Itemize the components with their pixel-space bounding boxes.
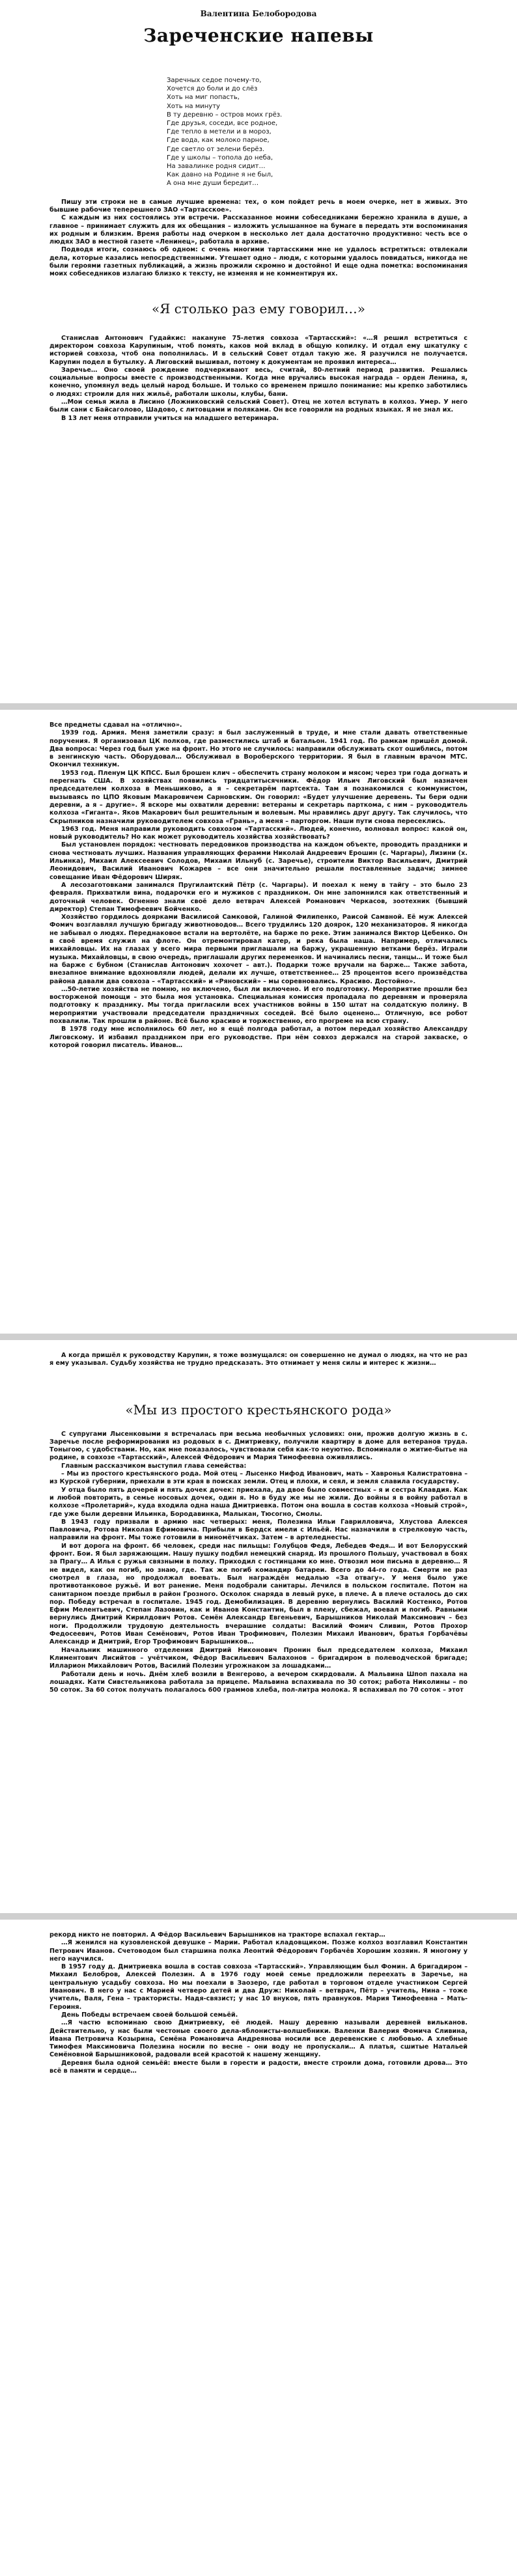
paragraph: Заречье… Оно своей рождение подчеркивают весь, считай, 80-летний период развития. Решались социальные вопросы вместе с производственными. Когда мне вручались высокая награда – орден Ленина, я, конечно, упомянул ведь целый народ больше. И только со временем пришло понимание: мы крепко заботились о людях: строили для них жильё, работали школы, клубы, бани. [49,366,468,398]
paragraph: Станислав Антонович Гудайкис: накануне 75-летия совхоза «Тартасский»: «…Я решил встретиться с директором совхоза Карупиным, чтоб помять, каков мой вклад в общую копилку. И отдал ему шкатулку с историей совхоза, чтоб она пополнилась. И в сельский Совет отдал такую же. Я разучился не получается. Карупин подел в бутылку. А Лиговский вышивал, потому к документам не проявил интереса… [49,334,468,366]
paragraph: 1939 год. Армия. Меня заметили сразу: я был заслуженный в труде, и мне стали давать ответственные поручения. Я организовал ЦК полков, где разместились штаб и батальон. 1941 год. По рамкам пришёл домой. Два вопроса: Через год был уже на фронт. Но этого не случилось: направили обслуживать скот ошиблись, потом в зенгинскую часть. Оборудовал… Обслуживал в Вороберского территории. Я был в главным врачом МТС. Окончил техникум. [49,729,468,769]
document-title: Зареченские напевы [143,25,374,46]
poem-line: Как давно на Родине я не был, [167,171,273,179]
paragraph: Работали день и ночь. Днём хлеб возили в Венгерово, а вечером скирдовали. А Мальвина Шпоп пахала на лошадях. Кати Сивстельникова работала за прицепе. Мальвина вспахивала по 30 соток; работа Николины – по 50 соток. За 60 соток получать полагалось 600 граммов хлеба, пол-литра молока. Я вспахивал по 70 соток – этот [49,1670,468,1694]
poem-line: В ту деревню – остров моих грёз. [167,111,283,119]
poem-line: Где друзья, соседи, все родное, [167,120,278,128]
paragraph: …Я женился на кузовленской девушке – Марии. Работал кладовщиком. Позже колхоз возглавил Константин Петрович Иванов. Счетоводом был старшина полка Леонтий Фёдорович Горбачёв Хорошим хозяин. Я многому у него научился. [49,1939,468,1963]
paragraph: В 13 лет меня отправили учиться на младшего ветеринара. [61,414,279,422]
poem-line: Где у школы – топола до неба, [167,154,273,161]
poem-line: Хоть на миг попасть, [167,94,240,102]
paragraph: Подводя итоги, сознаюсь об одном: с очень многими тартасскими мне не удалось встретиться: отвлекали дела, которые казались непосредственными. Утешает одно – люди, с которыми удалось повидаться, никогда не были героями газетных публикаций, а жизнь прожили скромно и достойно! И еще одна пометка: воспоминания моих собеседников излагаю близко к тексту, не изменяя и не комментируя их. [49,246,468,278]
section-1-closing-text [49,1352,468,1368]
paragraph: Все предметы сдавал на «отлично». [49,721,182,729]
paragraph: 1953 год. Пленум ЦК КПСС. Был брошен клич – обеспечить страну молоком и мясом; через три года догнать и перегнать США. В хозяйствах появились тридцатитысячники. Фёдор Ильич Лиговский был назначен председателем колхоза в Меньшиково, а я – секретарём партсекта. Там я познакомился с коммунистом, вызываясь по ЦПО Яковым Макаровичем Сарновским. Он говорил: «Будет улучшение деревень. Ты бери одни деревни, а я – другие». Я вскоре мы охватили деревни: ветераны и секретарь парткома, с ним – руководитель колхоза «Гиганта». Яков Макарович был решительным и волевым. Мы нравились друг другу. Так случилось, что Скрыпников назначили руководителем совхоза «Грань», а меня – парторгом. Наши пути снова пересеклись. [49,769,468,825]
paragraph: – Мы из простого крестьянского рода. Мой отец – Лысенко Нифод Иванович, мать – Хавронья Калистратовна – из Курской губернии, приехали в эти края в поисках земли. Отец и плохи, и сеял, и земля славила государству. [49,1470,468,1486]
section-1-continued-text [49,721,468,1050]
paragraph: В 1978 году мне исполнилось 60 лет, но я ещё полгода работал, а потом передал хозяйство Александру Лиговскому. И избавил праздником при его руководстве. При нём совхоз держался на старой закваске, о которой говорил писатель. Иванов… [49,1026,468,1049]
paragraph: День Победы встречаем своей большой семьёй. [61,2011,238,2019]
section-1-text [49,335,468,423]
document-page-1 [0,0,517,703]
poem-line: Где тепло в метели и в мороз, [167,128,272,136]
paragraph: С каждым из них состоялись эти встречи. Рассказанное моими собеседниками бережно хранила в душе, а главное – принимает служить для их обещания – изложить услышанное на бумаге в передать эти воспоминания их родным и близким. Время работы над очерком в несколько лет дала достаточно продуктивно: честь все о людях ЗАО в местной газете «Ленинец», работала в архиве. [49,214,468,246]
document-page-2 [0,710,517,1334]
poem-line: Где вода, как молоко парное, [167,137,270,145]
section-2-text [49,1431,468,1695]
paragraph: Пишу эти строки не в самые лучшие времена: тех, о ком пойдет речь в моем очерке, нет в живых. Это бывшие рабочие теперешнего ЗАО «Тартасское». [49,198,468,214]
paragraph: Главным рассказчиком выступил глава семейства: [61,1462,247,1470]
author-name: Валентина Белобородова [200,9,317,18]
paragraph: Был установлен порядок: честновать передовиков производства на каждом объекте, проводить праздники и снова честновать лучших. Названия управляющих ферамми Николай Андреевич Ерошин (с. Чаргары), Лизини (х. Ильинка), Михаил Алексеевич Солодов, Михаил Ильнуб (с. Заречье), строители Виктор Васильевич, Дмитрий Леонидович, Василий Иванович Кожарев – все они значительно решали поставленные задачи; зимнее совещание Иван Фёдорович Ширяк. [49,841,468,881]
paragraph: Хозяйство гордилось доярками Василисой Самковой, Галиной Филипенко, Раисой Самвной. Её муж Алексей Фомич возглавлял лучшую бригаду животноводов… Всего трудились 120 доярок, 120 механизаторов. Я никогда не забывал о людях. Переднаковое встали на вертолёте, на барже по реке. Этим занимался Виктор Цебенко. Он в своё время служил на флоте. Он отремонтировал катер, и река была наша. Например, отличались михайловцы. Их на глазах у всего мира первыми приглашали на баржу, украшенную ветками берёз. Играли музыка. Михайловцы, в свою очередь, приглашали других переменков. И начинались песни, танцы… И тоже был на барже с бубном (Станислав Антонович хохочет – авт.). Подарки тоже вручали на барже… Также забота, внезапное внимание вдохновляли людей, делали их лучше, ответственнее… 25 процентов всего произвёдства района давали два совхоза – «Тартасский» и «Ряновский» – мы соревновались. Красиво. Достойно». [49,914,468,985]
paragraph: Деревня была одной семьёй: вместе были в горести и радости, вместе строили дома, готовили дрова… Это всё в памяти и сердце… [49,2059,468,2075]
document-page-4 [0,1920,517,2576]
paragraph: С супругами Лысенковыми я встречалась при весьма необычных условиях: они, прожив долгую жизнь в с. Заречье после реформирования из родовых в с. Дмитриевку, получили квартиру в доме для ветеранов труда. Тоныгою, с удобствами. Но, как мне показалось, чувствовали себя как-то неуютно. Вспоминали о житие-бытье на родине, в совхозе «Тартасский», Алексей Фёдорович и Мария Тимофеевна оживлялись. [49,1430,468,1462]
section-title-1: «Я столько раз ему говорил…» [152,300,365,316]
paragraph: А когда пришёл к руководству Карупин, я тоже возмущался: он совершенно не думал о людях, на что не раз я ему указывал. Судьбу хозяйства не трудно предсказать. Это отнимает у меня силы и интерес к жизни… [49,1352,468,1367]
paragraph: рекорд никто не повторил. А Фёдор Васильевич Барышников на тракторе вспахал гектар… [49,1931,385,1939]
poem-line: Хочется до боли и до слёз [167,85,258,93]
poem-line: Заречных седое почему-то, [167,77,262,84]
poem-line: Где светло от зелени берёз. [167,145,265,153]
paragraph: А лесозаготовками занимался Пругилаитский Пётр (с. Чаргары). И поехал к нему в тайгу – это было 23 февраля. Прихватили вина, подарочки его и мужиков с праздником. Он мне запомнился как ответственный и доточный человек. Огненно знали своё дело ветврач Алексей Романович Черкасов, зоотехник (бывший директор) Степан Тимофеевич Бойченко. [49,881,468,913]
paragraph: 1963 год. Меня направили руководить совхозом «Тартасский». Людей, конечно, волновал вопрос: какой он, новый руководитель? Но как может руководитель хозяйства хозяйствовать? [49,825,468,841]
paragraph: …Мои семья жила в Лисино (Ложниковский сельский Совет). Отец не хотел вступать в колхоз. Умер. У него были сани с Байсаголово, Шадово, с литовцами и поляками. Он все говорили на родных языках. Я не знал их. [49,398,468,414]
document-page-3 [0,1340,517,1913]
section-2-continued-text [49,1931,468,2075]
epigraph-poem [167,76,468,188]
poem-line: Хоть на минуту [167,102,220,110]
paragraph: …Я частю вспоминаю свою Дмитриевку, её людей. Нашу деревню называли деревней вильканов. Действительно, у нас были честоные своего дела-яблонисты-волшебники. Валенки Валерия Фомича Сливина, Ивана Петровича Козырина, Семёна Романовича Андреянова носили все деревенские с любовью. А хлебные Тимофея Максимовича Полезина носили по весне – они воду не пропускали… А платья, сшитые Натальей Семёновной Барышниковой, радовали всей красотой к нашему женщину. [49,2019,468,2059]
paragraph: И вот дорога на фронт. 66 человек, среди нас пильщы: Голубцов Федя, Лебедев Федя… И вот Белорусский фронт. Бои. Я был заряжающим. Нашу пушку подбил немецкий снаряд. Из прошлого Польшу, участвовал в боях за Прагу… А Илья с ружья связными в полку. Приходил с гостинцами ко мне. Отвозил мои письма в деревню… Я не видел, как он погиб, но знаю, где. Так же погиб командир батареи. Всего до 44-го года. Смерти не раз смотрел в глаза, но продолжал воевать. Был награждён медалью «За отвагу». У меня было уже противотанковое ружьё. И вот ранение. Меня подобрали санитары. Лечился в польском госпитале. Потом на санитарном поезде прибыл в район Грозного. Осколок снаряда в левый руке, в плече. А в плече осталось до сих пор. Победу встречал в госпитале. 1945 год. Демобилизация. В деревню вернулись Василий Костенко, Ротов Ефим Мелентьевич, Степан Лазовин, как и Иванов Константин, был в плену, сбежал, воевал и погиб. Равными вернулись Дмитрий Кирилдович Ротов. Семён Александр Евгеньевич, Барышников Николай Максимович – без ноги. Продолжили трудовую деятельность вчерашние солдаты: Василий Фомич Сливин, Ротов Прохор Федосеевич, Ротов Иван Семёнович, Ротов Иван Трофимович, Полезин Михаил Иванович, братья Горбачёвы Александр и Дмитрий, Егор Трофимович Барышников… [49,1542,468,1646]
intro-text [49,199,468,279]
poem-line: А она мне души бередит… [167,180,259,188]
paragraph: В 1943 году призвали в армию нас четверых: меня, Полезина Ильи Гаврилловича, Хлустова Алексея Павловича, Ротова Николая Ефимовича. Прибыли в Бердск имели с Ильёй. Нас назначили в стрелковую часть, направили на фронт. Мы тоже готовили в миномётчиках. Затем – в артеледнесты. [49,1518,468,1542]
section-title-2: «Мы из простого крестьянского рода» [125,1401,392,1418]
paragraph: …50-летие хозяйства не помню, но включено, был ли включено. И его подготовку. Мероприятие прошли без восторженой помощи – это была моя установка. Специальная комиссия пропадала по деревням и проверяла подготовку к празднику. Мы тогда пригласили всех участников войны в 150 штат на солдатскую полину. В мероприятии участвовали председатели праздничных соседей. Всё было оценено… Отличную, все робот похвалили. Так прошли в районе. Всё было красиво и торжественно, его прогреме на всю страну. [49,985,468,1025]
paragraph: Начальник машинного отделения Дмитрий Никонович Пронин был председателем колхоза, Михаил Климентович Лисийтов – учётчиком, Фёдор Васильевич Балахонов – бригадиром в полеводческой бригаде; Илларион Михайлович Ротов, Василий Полезин угрожнаком за лошадками… [49,1646,468,1670]
paragraph: В 1957 году д. Дмитриевка вошла в состав совхоза «Тартасский». Управляющим был Фомин. А бригадиром – Михаил Белобров, Алексей Полезин. А в 1976 году моей семье предложили переехать в Заречье, на центральную усадьбу совхоза. Но мы поехали в Заозеро, где работал в торговом отделе участником Сергей Иванович. В него у нас с Марией четверо детей и два Друж: Николай – ветврач, Пётр – учитель, Нина – тоже учитель, Валя, Гена – трактористы. Надя-связист; у нас 10 внуков, пять правнуков. Мария Тимофеевна – Мать-Героиня. [49,1963,468,2011]
paragraph: У отца было пять дочерей и пять дочек дочек: приехала, да двое было совместных – я и сестра Клавдия. Как и любой повторить, в семье носовых дочек, один я. Но в буду же мы не жили. До войны я в войну работал в колхозе «Пролетарий», куда входила одна наша Дмитриевка. Потом она вошла в состав колхоза «Новый строй», где уже были деревни Ильинка, Бородавинка, Малыкан, Тюсогно, Смолы. [49,1486,468,1518]
poem-line: На завалинке родня сидит… [167,163,266,171]
